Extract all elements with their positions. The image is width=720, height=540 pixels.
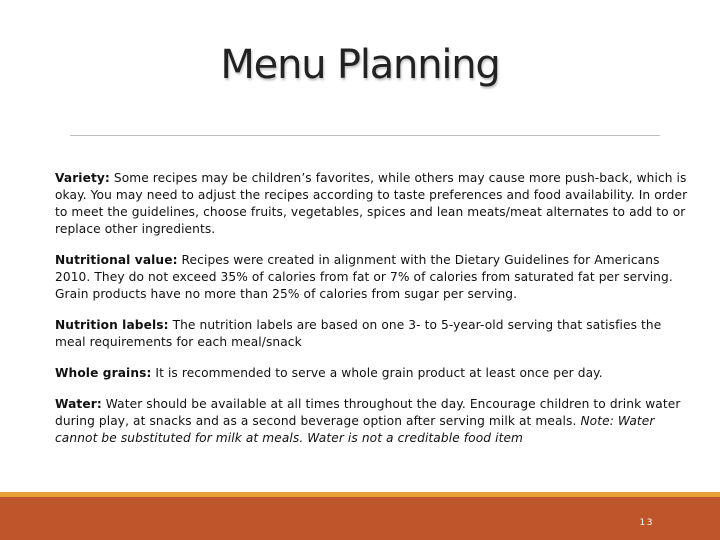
paragraph-variety [55, 170, 695, 238]
paragraph-text: Recipes were created in alignment with the Dietary Guidelines for Americans 2010. They do not exceed 35% of calories from fat or 7% of calories from saturated fat per serving. Grain products have no more than 25% of calories from sugar per serving. [55, 253, 673, 301]
paragraph-whole-grains [55, 365, 695, 382]
paragraph-text: The nutrition labels are based on one 3- to 5-year-old serving that satisfies the meal requirements for each meal/snack [55, 318, 662, 349]
paragraph-label: Whole grains: [55, 366, 152, 380]
paragraph-water [55, 396, 695, 447]
paragraph-nutrition-labels [55, 317, 695, 351]
paragraph-text: Some recipes may be children’s favorites, while others may cause more push-back, which is okay. You may need to adjust the recipes according to taste preferences and food availability. In order to meet the guidelines, choose fruits, vegetables, spices and lean meats/meat alternates to add to or replace other ingredients. [55, 171, 688, 236]
paragraph-nutritional-value [55, 252, 695, 303]
paragraph-label: Nutrition labels: [55, 318, 169, 332]
footer-bar [0, 497, 720, 540]
page-number: 13 [639, 518, 654, 528]
paragraph-text: It is recommended to serve a whole grain product at least once per day. [151, 366, 603, 380]
paragraph-label: Nutritional value: [55, 253, 178, 267]
paragraph-label: Variety: [55, 171, 110, 185]
slide-title: Menu Planning [220, 42, 500, 88]
slide-body [55, 170, 695, 461]
paragraph-text: Water should be available at all times throughout the day. Encourage children to drink water during play, at snacks and as a second beverage option after serving milk at meals. [55, 397, 681, 428]
title-divider [70, 135, 660, 136]
paragraph-label: Water: [55, 397, 102, 411]
paragraph-note: Note: Water cannot be substituted for milk at meals. Water is not a creditable food item [55, 414, 655, 445]
